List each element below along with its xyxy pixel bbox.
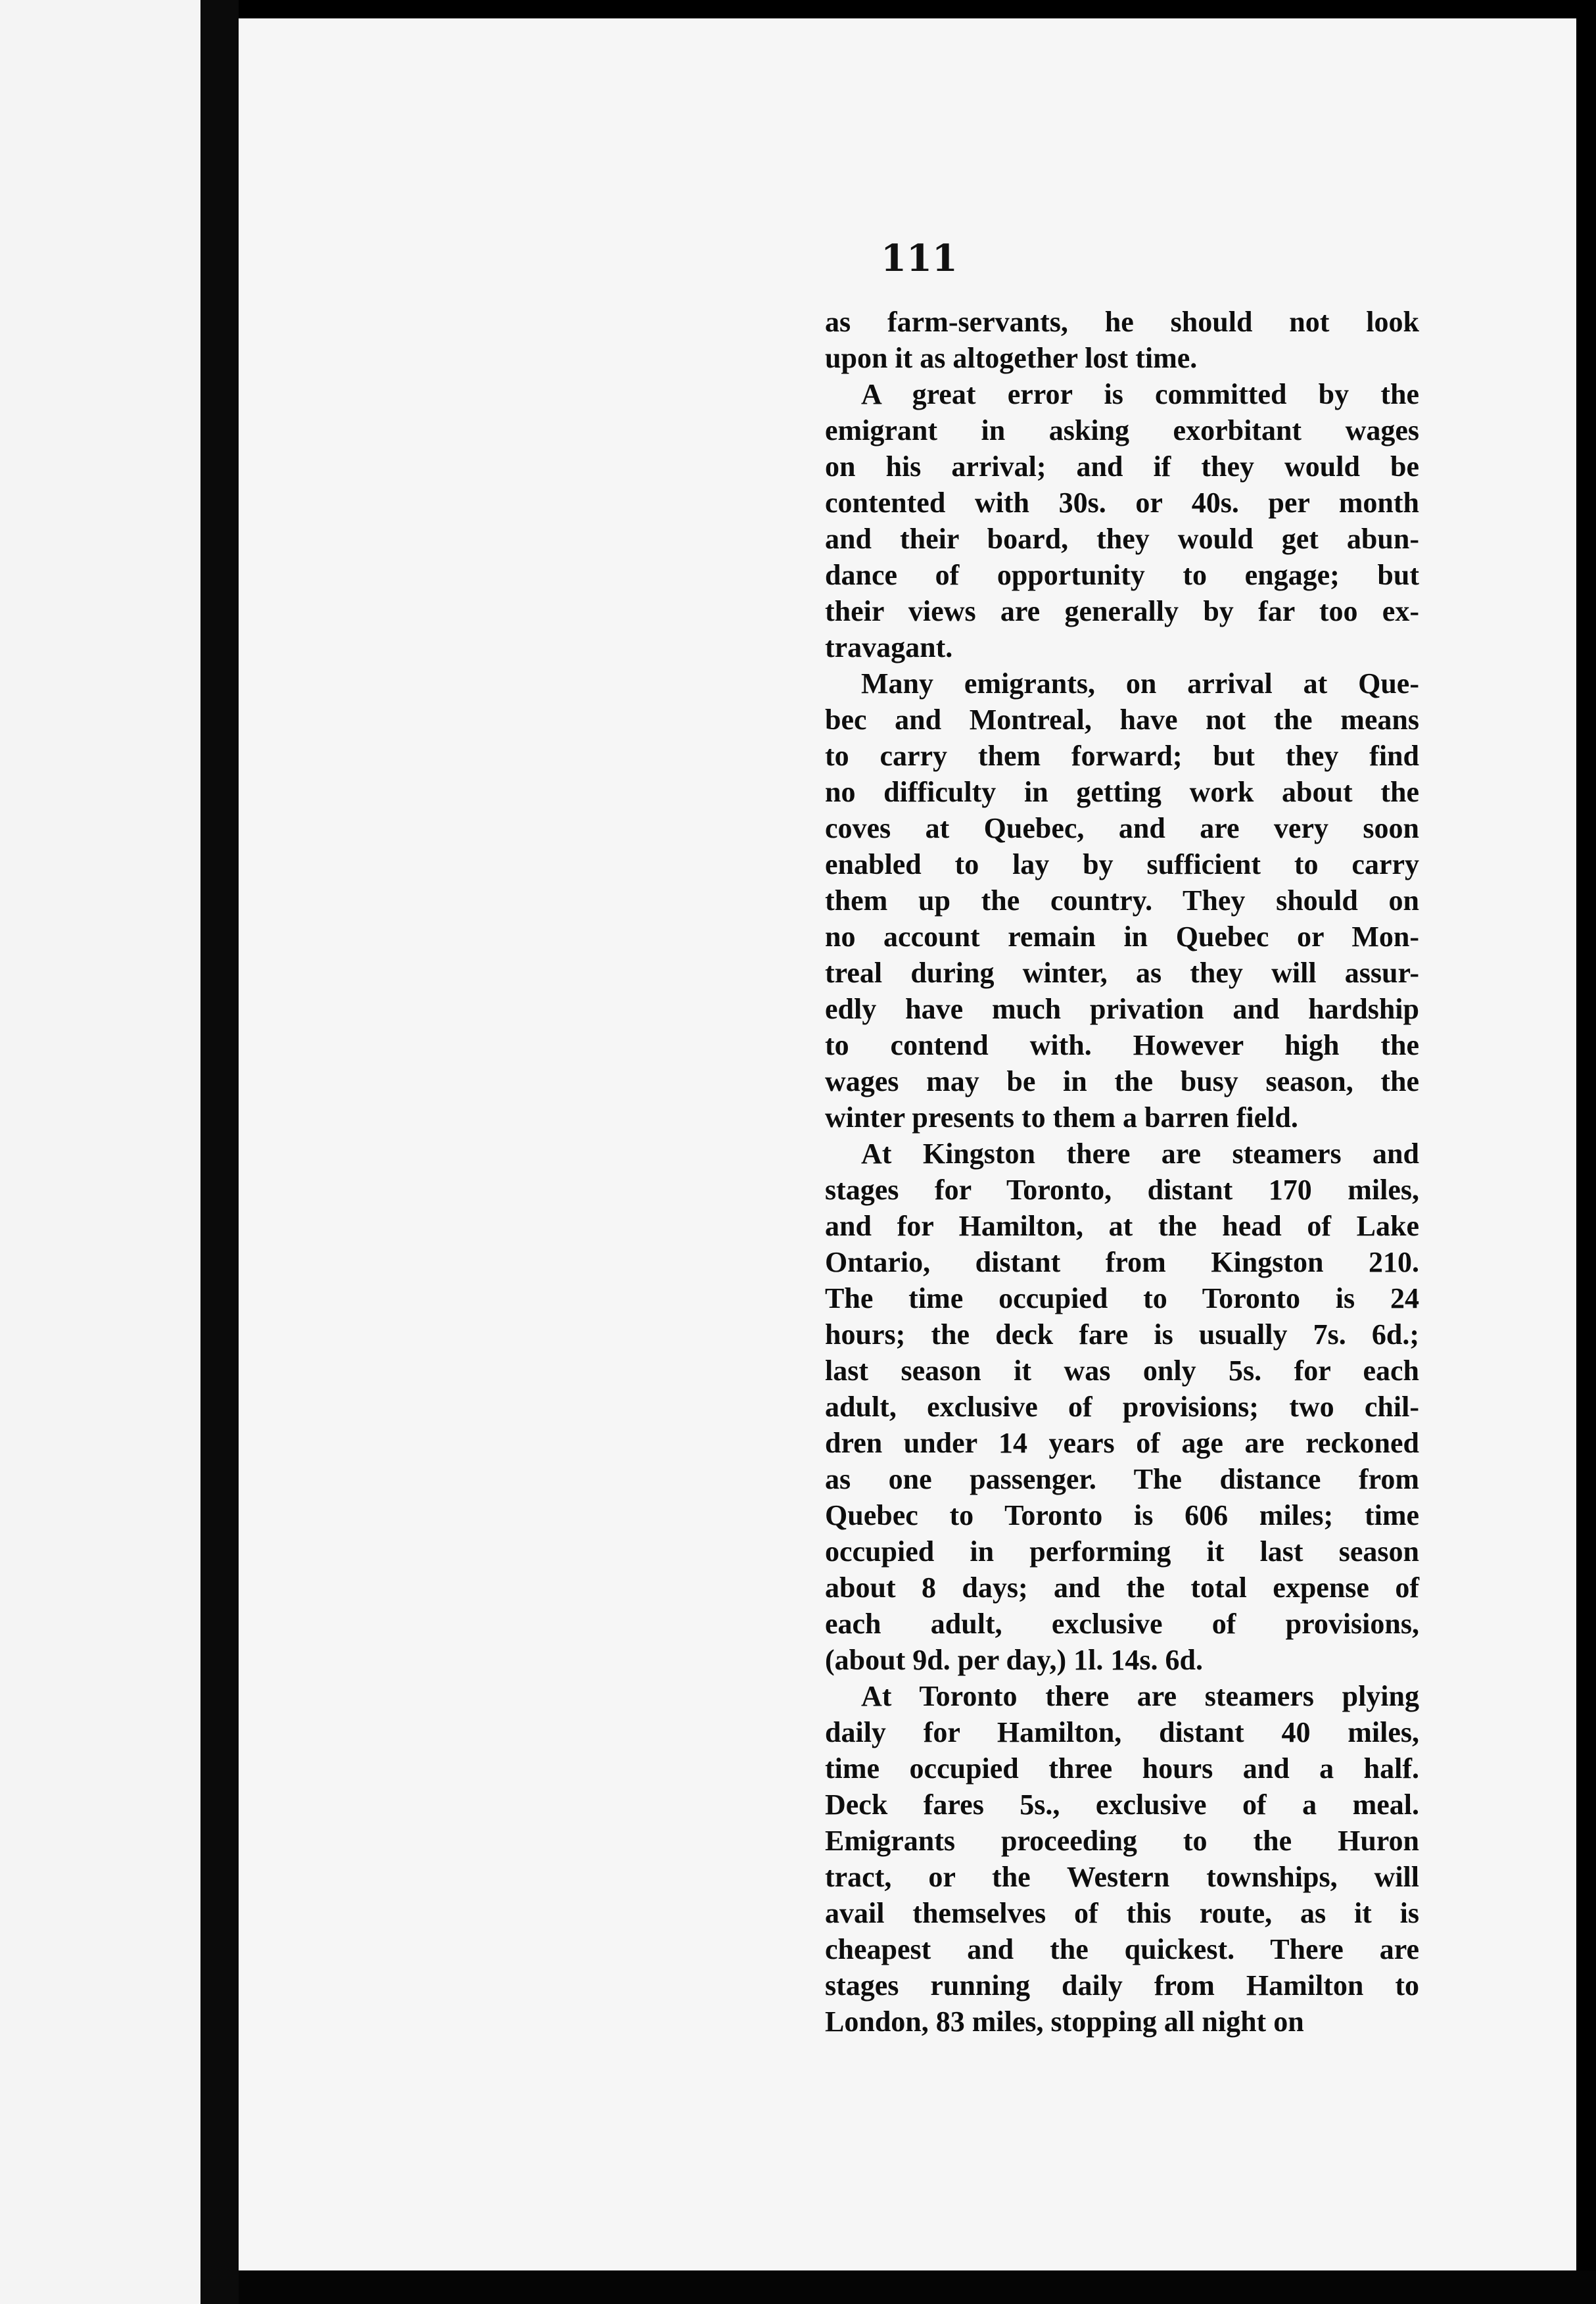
- text-line: stages running daily from Hamilton to: [825, 1969, 1419, 2002]
- text-line: and for Hamilton, at the head of Lake: [825, 1210, 1419, 1242]
- text-line: London, 83 miles, stopping all night on: [825, 2005, 1304, 2038]
- body-text: [825, 304, 1419, 2040]
- text-line: emigrant in asking exorbitant wages: [825, 414, 1419, 446]
- text-line: A great error is committed by the: [861, 378, 1419, 410]
- text-line: daily for Hamilton, distant 40 miles,: [825, 1716, 1419, 1748]
- text-line: on his arrival; and if they would be: [825, 450, 1419, 483]
- text-line: Deck fares 5s., exclusive of a meal.: [825, 1788, 1419, 1821]
- paragraph: [825, 304, 1419, 376]
- text-line: contented with 30s. or 40s. per month: [825, 487, 1419, 519]
- text-line: their views are generally by far too ex-: [825, 595, 1419, 627]
- text-line: At Toronto there are steamers plying: [861, 1680, 1419, 1712]
- text-line: travagant.: [825, 631, 953, 663]
- text-line: them up the country. They should on: [825, 884, 1419, 917]
- text-line: no account remain in Quebec or Mon-: [825, 921, 1419, 953]
- text-line: time occupied three hours and a half.: [825, 1752, 1419, 1785]
- text-line: (about 9d. per day,) 1l. 14s. 6d.: [825, 1644, 1203, 1676]
- text-line: no difficulty in getting work about the: [825, 776, 1419, 808]
- text-line: bec and Montreal, have not the means: [825, 704, 1419, 736]
- page-number: 111: [881, 237, 958, 280]
- text-line: dance of opportunity to engage; but: [825, 559, 1419, 591]
- text-line: as farm-servants, he should not look: [825, 306, 1419, 338]
- text-line: about 8 days; and the total expense of: [825, 1572, 1419, 1604]
- text-line: dren under 14 years of age are reckoned: [825, 1427, 1419, 1459]
- paragraph: [825, 1678, 1419, 2040]
- text-line: occupied in performing it last season: [825, 1535, 1419, 1568]
- text-line: as one passenger. The distance from: [825, 1463, 1419, 1495]
- text-line: Emigrants proceeding to the Huron: [825, 1825, 1419, 1857]
- book-spine: [200, 0, 239, 2304]
- text-line: Many emigrants, on arrival at Que-: [861, 667, 1419, 700]
- text-line: Quebec to Toronto is 606 miles; time: [825, 1499, 1419, 1531]
- text-line: At Kingston there are steamers and: [861, 1138, 1419, 1170]
- text-line: upon it as altogether lost time.: [825, 342, 1198, 374]
- text-line: to contend with. However high the: [825, 1029, 1419, 1061]
- text-line: wages may be in the busy season, the: [825, 1065, 1419, 1097]
- paragraph: [825, 665, 1419, 1136]
- text-line: treal during winter, as they will assur-: [825, 957, 1419, 989]
- text-line: The time occupied to Toronto is 24: [825, 1282, 1419, 1314]
- text-line: to carry them forward; but they find: [825, 740, 1419, 772]
- paragraph: [825, 1136, 1419, 1678]
- text-line: Ontario, distant from Kingston 210.: [825, 1246, 1419, 1278]
- text-line: cheapest and the quickest. There are: [825, 1933, 1419, 1965]
- text-line: enabled to lay by sufficient to carry: [825, 848, 1419, 880]
- text-line: and their board, they would get abun-: [825, 523, 1419, 555]
- text-line: hours; the deck fare is usually 7s. 6d.;: [825, 1318, 1419, 1351]
- text-line: edly have much privation and hardship: [825, 993, 1419, 1025]
- text-line: tract, or the Western townships, will: [825, 1861, 1419, 1893]
- text-line: adult, exclusive of provisions; two chil-: [825, 1391, 1419, 1423]
- text-line: stages for Toronto, distant 170 miles,: [825, 1174, 1419, 1206]
- page-shadow-edge: [239, 2270, 1596, 2304]
- text-line: coves at Quebec, and are very soon: [825, 812, 1419, 844]
- text-line: last season it was only 5s. for each: [825, 1355, 1419, 1387]
- text-line: winter presents to them a barren field.: [825, 1101, 1298, 1134]
- text-line: avail themselves of this route, as it is: [825, 1897, 1419, 1929]
- text-line: each adult, exclusive of provisions,: [825, 1608, 1419, 1640]
- paragraph: [825, 376, 1419, 665]
- facing-page: [0, 0, 200, 2304]
